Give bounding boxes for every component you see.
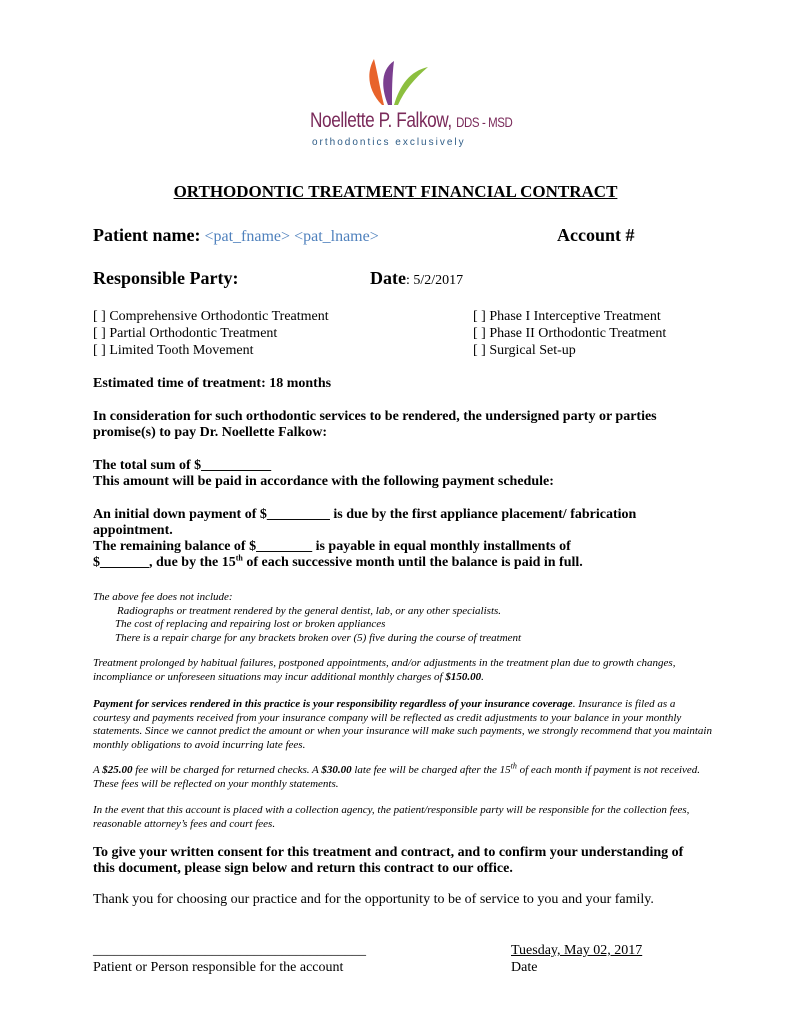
treatment-option[interactable]: [ ] Phase II Orthodontic Treatment <box>473 326 667 341</box>
exclusion-item: There is a repair charge for any brackets broken over (5) five during the course of treatment <box>115 631 522 644</box>
payment-terms-block <box>93 507 708 571</box>
remaining-balance-text: The remaining balance of $________ is payable in equal monthly installments of <box>93 539 571 554</box>
logo-tagline: orthodontics exclusively <box>312 137 466 148</box>
thank-you-text: Thank you for choosing our practice and for the opportunity to be of service to you and your family. <box>93 892 654 907</box>
date-row <box>370 268 463 289</box>
signature-label: Patient or Person responsible for the account <box>93 960 344 975</box>
insurance-paragraph: Payment for services rendered in this practice is your responsibility regardless of your insurance coverage. Insurance is filed as a courtesy and payments received from your insurance company will be reflected as credit adjustments to your balance in your monthly statements. Since we cannot predict the amount or when your insurance will make such payments, we strongly recommend that you maintain monthly obligations to avoid incurring late fees. <box>93 698 712 751</box>
treatment-option[interactable]: [ ] Partial Orthodontic Treatment <box>93 326 278 341</box>
exclusions-intro: The above fee does not include: <box>93 591 233 603</box>
responsible-party-label: Responsible Party: <box>93 268 239 288</box>
treatment-option[interactable]: [ ] Limited Tooth Movement <box>93 343 254 358</box>
patient-first-name: <pat_fname> <box>204 228 291 245</box>
account-number-label: Account # <box>557 225 635 245</box>
exclusion-item: The cost of replacing and repairing lost or broken appliances <box>115 618 386 630</box>
consent-paragraph: To give your written consent for this treatment and contract, and to confirm your understanding of this document, please sign below and return this contract to our office. <box>93 845 684 876</box>
leaf-logo-icon <box>362 55 432 107</box>
patient-last-name: <pat_lname> <box>294 228 379 245</box>
treatment-option[interactable]: [ ] Phase I Interceptive Treatment <box>473 309 661 324</box>
practice-logo <box>300 55 513 155</box>
logo-name: Noellette P. Falkow, DDS - MSD <box>310 109 513 132</box>
document-title: ORTHODONTIC TREATMENT FINANCIAL CONTRACT <box>173 182 618 201</box>
patient-name-row <box>93 225 379 246</box>
treatment-options-left <box>93 308 329 359</box>
date-label: Date <box>370 268 406 288</box>
patient-name-label: Patient name: <box>93 225 201 245</box>
signature-date-value: Tuesday, May 02, 2017 <box>511 943 643 958</box>
fees-paragraph: A $25.00 fee will be charged for returned checks. A $30.00 late fee will be charged after the 15th of each month if payment is not received. These fees will be reflected on your monthly statements. <box>93 761 701 790</box>
date-value: : 5/2/2017 <box>405 273 464 288</box>
consideration-paragraph: In consideration for such orthodontic services to be rendered, the undersigned party or parties promise(s) to pay Dr. Noellette Falkow: <box>93 409 657 440</box>
prolonged-treatment-paragraph: Treatment prolonged by habitual failures, postponed appointments, and/or adjustments in the treatment plan due to growth changes, incompliance or unforeseen situations may incur additional monthly charges of $150.00. <box>93 657 676 683</box>
treatment-options-right <box>473 308 666 359</box>
signature-block <box>93 942 366 976</box>
signature-date-block <box>511 942 642 976</box>
treatment-option[interactable]: [ ] Comprehensive Orthodontic Treatment <box>93 309 329 324</box>
collection-paragraph: In the event that this account is placed with a collection agency, the patient/responsible party will be responsible for the collection fees, reasonable attorney’s fees and court fees. <box>93 804 690 830</box>
signature-line[interactable]: _______________________________________ <box>93 943 366 958</box>
down-payment-blank[interactable]: _________ <box>266 507 330 522</box>
treatment-option[interactable]: [ ] Surgical Set-up <box>473 343 576 358</box>
estimated-time: Estimated time of treatment: 18 months <box>93 376 332 391</box>
exclusions-block <box>93 591 713 645</box>
remaining-balance-blank[interactable]: ________ <box>256 539 313 554</box>
total-sum-block <box>93 458 708 490</box>
signature-date-label: Date <box>511 960 538 975</box>
installment-text: $_______, due by the 15th of each successive month until the balance is paid in full. <box>93 553 583 570</box>
installment-blank[interactable]: _______ <box>100 555 149 570</box>
down-payment-text: An initial down payment of $_________ is due by the first appliance placement/ fabrication appointment. <box>93 507 637 538</box>
exclusion-item: Radiographs or treatment rendered by the general dentist, lab, or any other specialists. <box>117 604 502 617</box>
payment-schedule-text: This amount will be paid in accordance with the following payment schedule: <box>93 474 554 489</box>
total-sum-label: The total sum of $ <box>93 458 202 473</box>
total-sum-blank[interactable]: __________ <box>201 458 272 473</box>
